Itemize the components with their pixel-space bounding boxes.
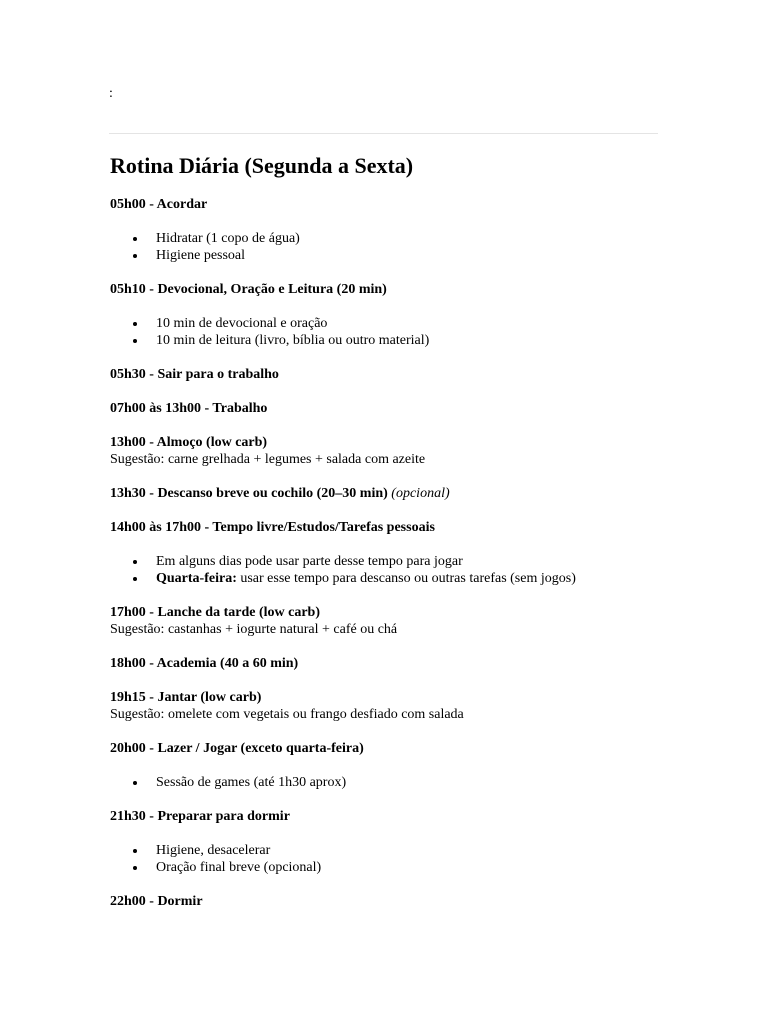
time-heading-text: 21h30 - Preparar para dormir xyxy=(110,809,290,824)
list-item-text: Higiene pessoal xyxy=(156,248,246,263)
time-heading-text: 22h00 - Dormir xyxy=(110,894,203,909)
list-item-text: Sessão de games (até 1h30 aprox) xyxy=(156,775,347,790)
bullet-list xyxy=(110,553,710,587)
bullet-dot-icon xyxy=(133,237,137,241)
time-heading xyxy=(110,808,710,825)
bullet-list xyxy=(110,315,710,349)
bullet-dot-icon xyxy=(133,339,137,343)
bullet-dot-icon xyxy=(133,849,137,853)
list-item xyxy=(110,332,710,349)
time-heading-text: 17h00 - Lanche da tarde (low carb) xyxy=(110,605,320,620)
schedule-entry xyxy=(110,366,710,383)
list-item xyxy=(110,247,710,264)
time-heading-text: 05h30 - Sair para o trabalho xyxy=(110,367,279,382)
time-heading xyxy=(110,366,710,383)
time-heading xyxy=(110,196,710,213)
time-heading xyxy=(110,400,710,417)
list-item xyxy=(110,774,710,791)
suggestion-note: Sugestão: castanhas + iogurte natural + café ou chá xyxy=(110,622,398,637)
list-item-text: Higiene, desacelerar xyxy=(156,843,271,858)
bullet-dot-icon xyxy=(133,254,137,258)
list-item xyxy=(110,553,710,570)
list-item-text: 10 min de leitura (livro, bíblia ou outro material) xyxy=(156,333,430,348)
time-heading-text: 13h00 - Almoço (low carb) xyxy=(110,435,268,450)
bullet-list xyxy=(110,774,710,791)
schedule-entry xyxy=(110,604,710,638)
time-heading xyxy=(110,519,710,536)
page-title: Rotina Diária (Segunda a Sexta) xyxy=(110,153,414,178)
schedule-entry xyxy=(110,740,710,791)
list-item xyxy=(110,230,710,247)
bullet-list xyxy=(110,230,710,264)
schedule-entry xyxy=(110,808,710,876)
schedule-entry xyxy=(110,196,710,264)
time-heading-text: 05h00 - Acordar xyxy=(110,197,208,212)
optional-tag: (opcional) xyxy=(391,486,450,501)
time-heading xyxy=(110,655,710,672)
document-content xyxy=(110,151,710,927)
schedule-entry xyxy=(110,893,710,910)
list-item-text: 10 min de devocional e oração xyxy=(156,316,328,331)
stray-mark: : xyxy=(109,86,113,101)
time-heading-text: 20h00 - Lazer / Jogar (exceto quarta-feira) xyxy=(110,741,364,756)
schedule-entry xyxy=(110,519,710,587)
list-item xyxy=(110,315,710,332)
time-heading xyxy=(110,604,710,621)
schedule-entry xyxy=(110,281,710,349)
time-heading-text: 14h00 às 17h00 - Tempo livre/Estudos/Tarefas pessoais xyxy=(110,520,435,535)
time-heading xyxy=(110,689,710,706)
schedule-entry xyxy=(110,400,710,417)
schedule-entry xyxy=(110,485,710,502)
bullet-dot-icon xyxy=(133,560,137,564)
time-heading xyxy=(110,893,710,910)
bullet-dot-icon xyxy=(133,577,137,581)
schedule-entry xyxy=(110,655,710,672)
bullet-list xyxy=(110,842,710,876)
list-item xyxy=(110,570,710,587)
time-heading xyxy=(110,740,710,757)
time-heading-text: 05h10 - Devocional, Oração e Leitura (20 min) xyxy=(110,282,387,297)
list-item-text: usar esse tempo para descanso ou outras tarefas (sem jogos) xyxy=(236,571,576,586)
suggestion-note: Sugestão: carne grelhada + legumes + salada com azeite xyxy=(110,452,426,467)
list-item xyxy=(110,859,710,876)
schedule-entry xyxy=(110,689,710,723)
bullet-dot-icon xyxy=(133,322,137,326)
time-heading xyxy=(110,281,710,298)
list-item-text: Hidratar (1 copo de água) xyxy=(156,231,300,246)
list-item-emphasis: Quarta-feira: xyxy=(156,571,237,586)
list-item-text: Oração final breve (opcional) xyxy=(156,860,322,875)
time-heading xyxy=(110,434,710,451)
schedule-entry xyxy=(110,434,710,468)
time-heading-text: 13h30 - Descanso breve ou cochilo (20–30 min) xyxy=(110,486,388,501)
time-heading-text: 19h15 - Jantar (low carb) xyxy=(110,690,262,705)
bullet-dot-icon xyxy=(133,866,137,870)
time-heading-text: 18h00 - Academia (40 a 60 min) xyxy=(110,656,299,671)
bullet-dot-icon xyxy=(133,781,137,785)
time-heading xyxy=(110,485,710,502)
schedule-list xyxy=(110,196,710,910)
suggestion-note: Sugestão: omelete com vegetais ou frango desfiado com salada xyxy=(110,707,464,722)
list-item xyxy=(110,842,710,859)
time-heading-text: 07h00 às 13h00 - Trabalho xyxy=(110,401,268,416)
horizontal-divider xyxy=(109,133,658,134)
list-item-text: Em alguns dias pode usar parte desse tempo para jogar xyxy=(156,554,463,569)
